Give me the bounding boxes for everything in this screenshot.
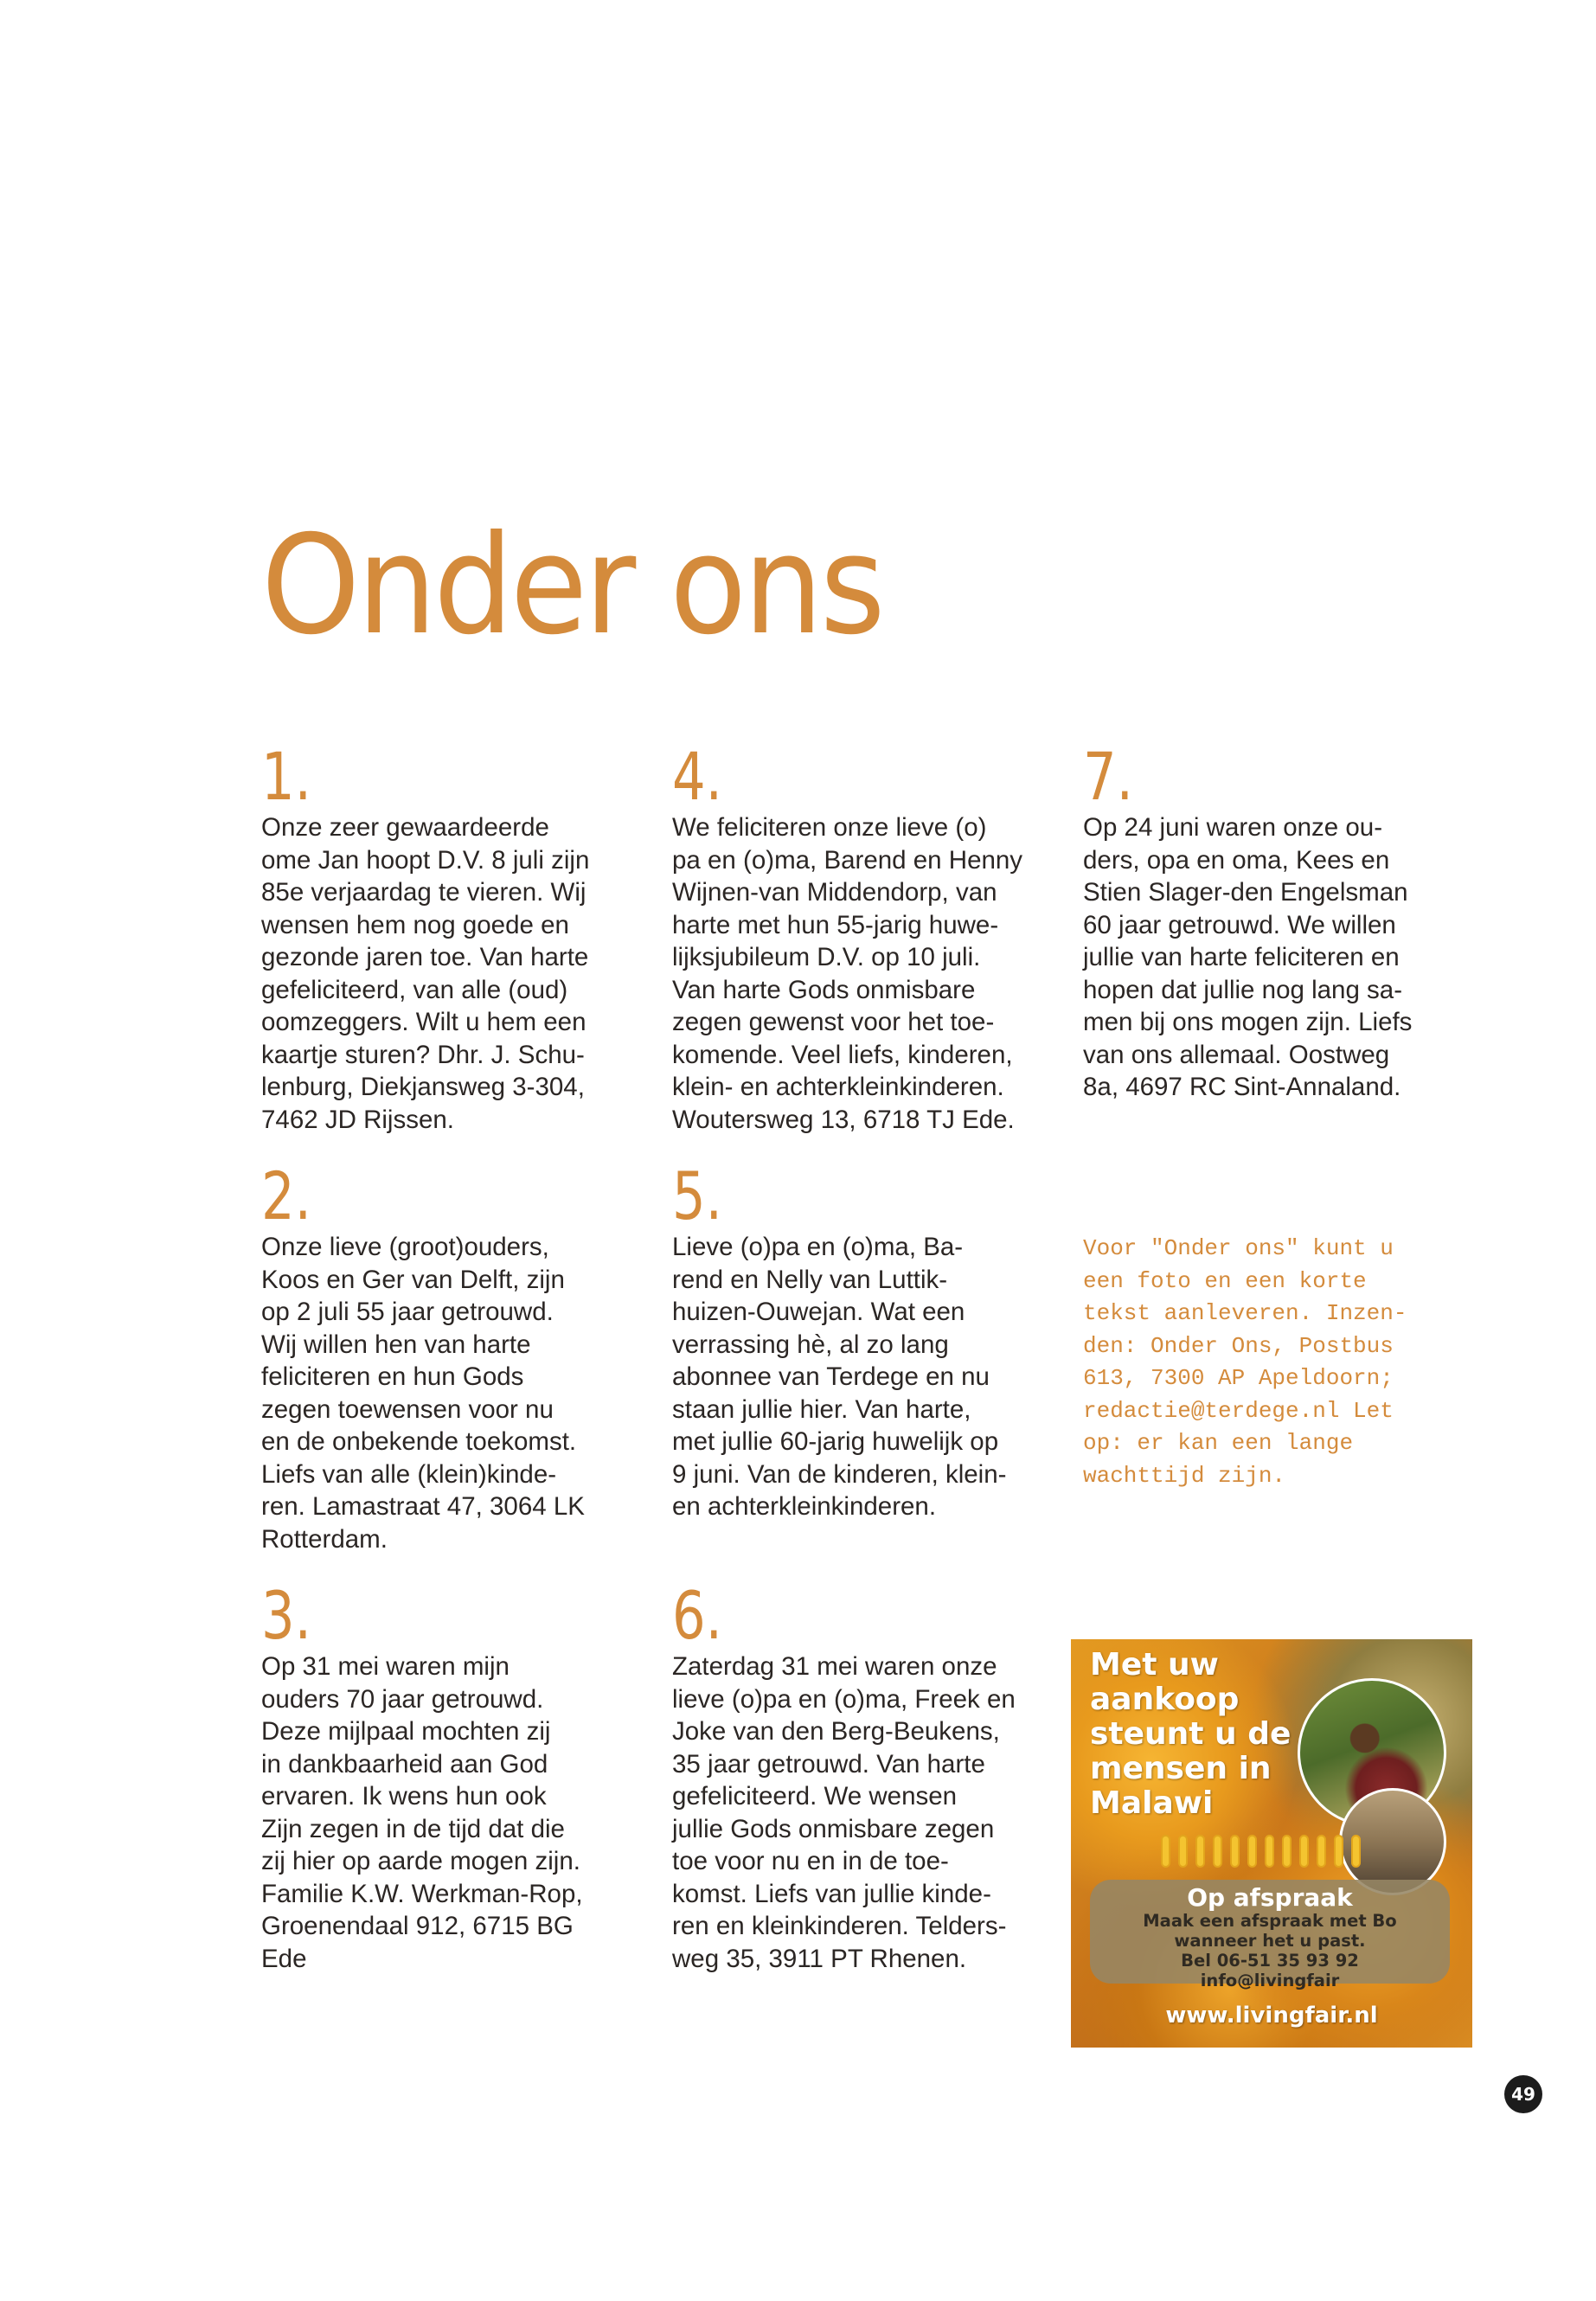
entry-number: 3. [261,1577,312,1654]
ad-website-link[interactable]: www.livingfair.nl [1165,2003,1378,2029]
page-number: 49 [1504,2075,1542,2113]
entry-4 [672,738,1035,1136]
entry-6 [672,1577,1035,1975]
entry-text: Op 31 mei waren mijn ouders 70 jaar getrouwd. Deze mijlpaal mochten zij in dankbaarheid aan God ervaren. Ik wens hun ook Zijn zegen in de tijd dat die zij hier op aarde mogen zijn. Familie K.W. Werkman-Rop, Groenendaal 912, 6715 BG Ede [261,1652,583,1973]
entry-text: Onze zeer gewaardeerde ome Jan hoopt D.V. 8 juli zijn 85e verjaardag te vieren. Wij wensen hem nog goede en gezonde jaren toe. Van harte gefeliciteerd, van alle (oud) oomzeggers. Wilt u hem een kaartje sturen? Dhr. J. Schu- lenburg, Diekjansweg 3-304, 7462 JD Rijssen. [261,813,590,1134]
entry-2 [261,1157,625,1555]
entry-number: 7. [1083,738,1134,815]
ad-decorative-bars [1161,1835,1361,1868]
entry-text: Lieve (o)pa en (o)ma, Ba- rend en Nelly van Luttik- huizen-Ouwejan. Wat een verrassing hè, al zo lang abonnee van Terdege en nu staan jullie hier. Van harte, met jullie 60-jarig huwelijk op 9 juni. Van de kinderen, klein- en achterkleinkinderen. [672,1233,1007,1521]
ad-box-title: Op afspraak [1187,1883,1353,1912]
entry-text: We feliciteren onze lieve (o) pa en (o)ma, Barend en Henny Wijnen-van Middendorp, van harte met hun 55-jarig huwe- lijksjubileum D.V. op 10 juli. Van harte Gods onmisbare zegen gewenst voor het toe- komende. Veel liefs, kinderen, klein- en achterkleinkinderen. Woutersweg 13, 6718 TJ Ede. [672,813,1023,1134]
entry-number: 2. [261,1157,312,1234]
entry-text: Onze lieve (groot)ouders, Koos en Ger van Delft, zijn op 2 juli 55 jaar getrouwd. Wij willen hen van harte feliciteren en hun Gods zegen toewensen voor nu en de onbekende toekomst. Liefs van alle (klein)kinde- ren. Lamastraat 47, 3064 LK Rotterdam. [261,1233,585,1554]
submission-notice: Voor "Onder ons" kunt u een foto en een korte tekst aanleveren. Inzen- den: Onder Ons, Postbus 613, 7300 AP Apeldoorn; redactie@terdege.nl Let op: er kan een lange wachttijd zijn. [1083,1235,1407,1489]
livingfair-advertisement[interactable] [1071,1639,1472,2048]
entry-text: Zaterdag 31 mei waren onze lieve (o)pa en (o)ma, Freek en Joke van den Berg-Beukens, 35 jaar getrouwd. Van harte gefeliciteerd. We wensen jullie Gods onmisbare zegen toe voor nu en in de toe- komst. Liefs van jullie kinde- ren en kleinkinderen. Telders- weg 35, 3911 PT Rhenen. [672,1652,1016,1973]
entry-number: 5. [672,1157,723,1234]
entry-number: 1. [261,738,312,815]
entry-1 [261,738,625,1136]
entry-3 [261,1577,625,1975]
entry-number: 6. [672,1577,723,1654]
entry-text: Op 24 juni waren onze ou- ders, opa en oma, Kees en Stien Slager-den Engelsman 60 jaar getrouwd. We willen jullie van harte feliciteren en hopen dat jullie nog lang sa- men bij ons mogen zijn. Liefs van ons allemaal. Oostweg 8a, 4697 RC Sint-Annaland. [1083,813,1413,1101]
entry-5 [672,1157,1035,1523]
ad-box-text: Maak een afspraak met Bo wanneer het u past. Bel 06-51 35 93 92 info@livingfair [1143,1911,1397,1990]
ad-headline: Met uw aankoop steunt u de mensen in Malawi [1090,1647,1292,1821]
ad-appointment-box [1090,1880,1450,1990]
entry-number: 4. [672,738,723,815]
entry-7 [1083,738,1446,1104]
page-title: Onder ons [261,506,882,665]
